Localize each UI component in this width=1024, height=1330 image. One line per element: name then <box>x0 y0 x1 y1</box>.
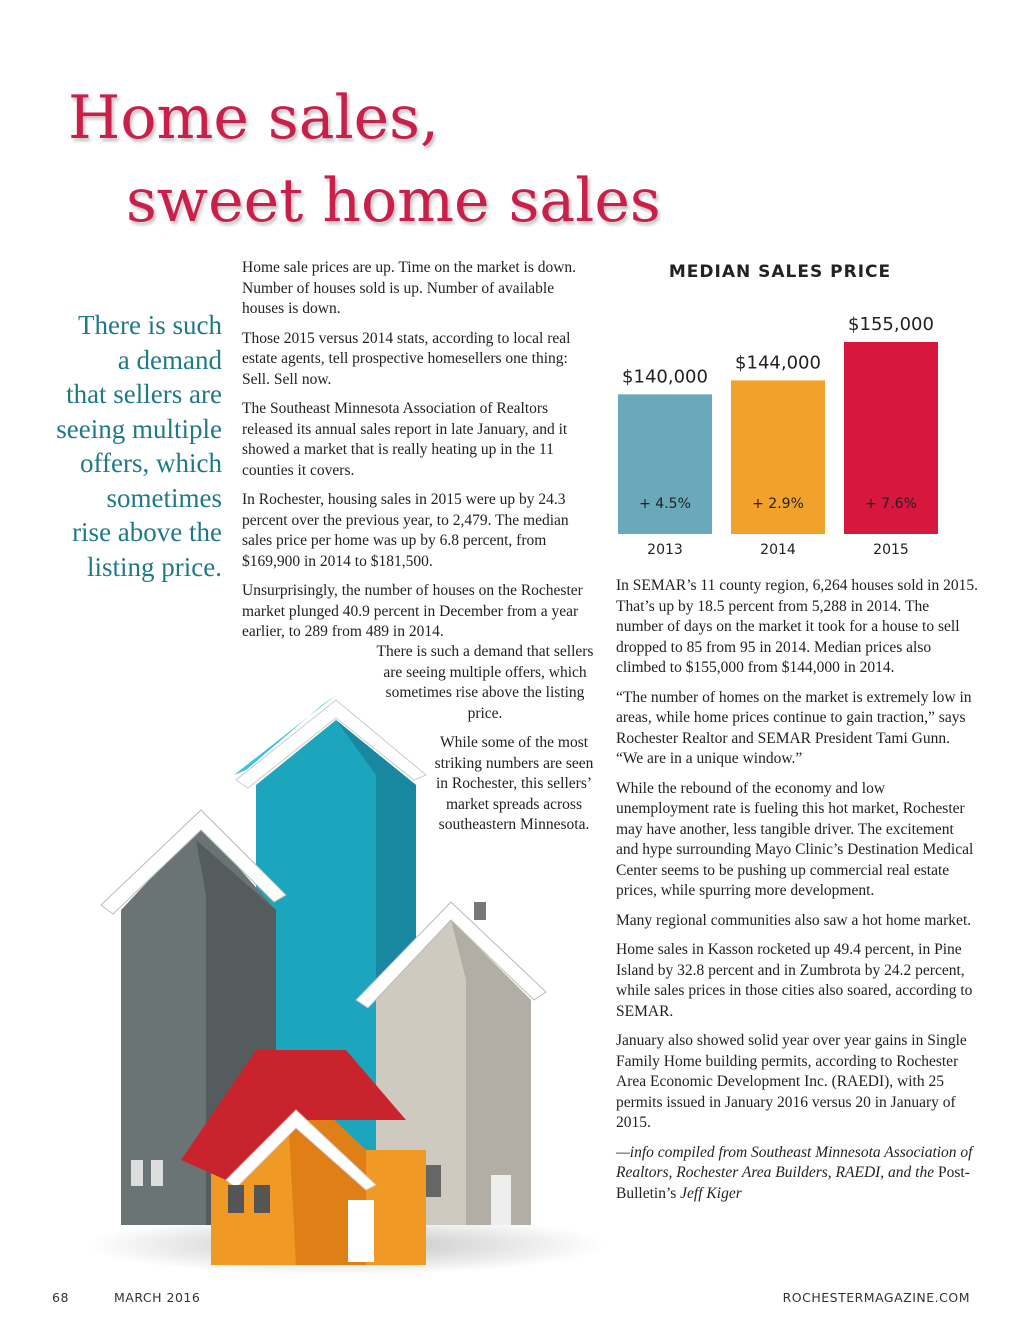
article-paragraph: The Southeast Minnesota Association of Realtors released its annual sales report in late January, and it showed a market that is really heating up in the 11 counties it covers. <box>242 400 568 479</box>
pull-quote-line: seeing multiple <box>56 413 222 444</box>
chart-bars <box>618 314 938 558</box>
article-paragraph: January also showed solid year over year gains in Single Family Home building permits, according to Rochester Area Economic Development Inc. (RAEDI), with 25 permits issued in January 2016 versus 20 in January of 2015. <box>616 1032 967 1131</box>
chart-change-label: + 7.6% <box>865 496 917 512</box>
pull-quote-line: a demand <box>117 344 222 375</box>
site-url: ROCHESTERMAGAZINE.COM <box>782 1290 970 1305</box>
chart-category-label: 2015 <box>873 542 909 558</box>
chart-value-label: $144,000 <box>735 352 821 374</box>
article-paragraph: Home sale prices are up. Time on the market is down. Number of houses sold is up. Number of available houses is down. <box>242 259 577 317</box>
houses-illustration <box>86 680 626 1280</box>
pull-quote-line: There is such <box>78 310 222 340</box>
page-number: 68 <box>52 1290 69 1305</box>
pull-quote-line: that sellers are <box>66 379 222 409</box>
pull-quote-line: listing price. <box>87 551 222 582</box>
article-paragraph: Home sales in Kasson rocketed up 49.4 percent, in Pine Island by 32.8 percent and in Zumbrota by 24.2 percent, while sales prices in those cities also soared, according to SEMAR. <box>616 941 973 1020</box>
pull-quote-line: rise above the <box>72 517 222 547</box>
article-paragraph: While the rebound of the economy and low unemployment rate is fueling this hot market, Rochester may have another, less tangible driver. The excitement and hype surrounding Mayo Clinic’s Destination Medical Center seems to be pushing up commercial real estate prices, while spurring more development. <box>616 779 974 899</box>
article-paragraph: “The number of homes on the market is extremely low in areas, while home prices continue to gain traction,” says Rochester Realtor and SEMAR President Tami Gunn. “We are in a unique window.” <box>616 688 972 767</box>
pull-quote-line: offers, which <box>80 448 222 478</box>
median-sales-price-chart <box>598 252 990 572</box>
chart-category-label: 2014 <box>760 542 796 558</box>
page-title-line-1: Home sales, <box>68 83 440 153</box>
article-paragraph: In SEMAR’s 11 county region, 6,264 houses sold in 2015. That’s up by 18.5 percent from 5,288 in 2014. The number of days on the market it took for a house to sell dropped to 85 from 95 in 2014. Median prices also climbed to $155,000 from $144,000 in 2014. <box>616 577 978 676</box>
chart-value-label: $140,000 <box>622 366 708 388</box>
chart-title: MEDIAN SALES PRICE <box>668 262 892 282</box>
chart-change-label: + 4.5% <box>639 496 691 512</box>
pull-quote-line: sometimes <box>106 482 222 513</box>
chart-value-label: $155,000 <box>848 314 934 335</box>
page-title-line-2: sweet home sales <box>126 166 661 236</box>
article-credit <box>616 1143 978 1205</box>
chart-bar-2013 <box>618 394 712 534</box>
chart-change-label: + 2.9% <box>752 496 804 512</box>
credit-source: Post-Bulletin’s <box>616 1164 970 1202</box>
article-paragraph: Those 2015 versus 2014 stats, according to local real estate agents, tell prospective homesellers one thing: Sell. Sell now. <box>242 329 571 388</box>
pull-quote <box>30 308 222 584</box>
article-paragraph: In Rochester, housing sales in 2015 were up by 24.3 percent over the previous year, to 2,479. The median sales price per home was up by 6.8 percent, from $169,900 in 2014 to $181,500. <box>242 491 569 570</box>
inset-quote: While some of the most striking numbers are seen in Rochester, this sellers’ market spreads across southeastern Minnesota. <box>434 734 594 833</box>
issue-date: MARCH 2016 <box>114 1290 201 1305</box>
article-column-left <box>242 258 597 652</box>
article-column-right <box>616 576 978 1213</box>
chart-category-label: 2013 <box>647 542 683 558</box>
article-paragraph: Unsurprisingly, the number of houses on the Rochester market plunged 40.9 percent in December from a year earlier, to 289 from 489 in 2014. <box>242 582 583 640</box>
credit-text: —info compiled from Southeast Minnesota Association of Realtors, Rochester Area Builders, RAEDI, and the <box>616 1143 973 1181</box>
credit-author: Jeff Kiger <box>680 1184 742 1202</box>
article-paragraph: Many regional communities also saw a hot home market. <box>616 911 972 929</box>
inset-quote: There is such a demand that sellers are seeing multiple offers, which sometimes rise above the listing price. <box>376 643 594 722</box>
